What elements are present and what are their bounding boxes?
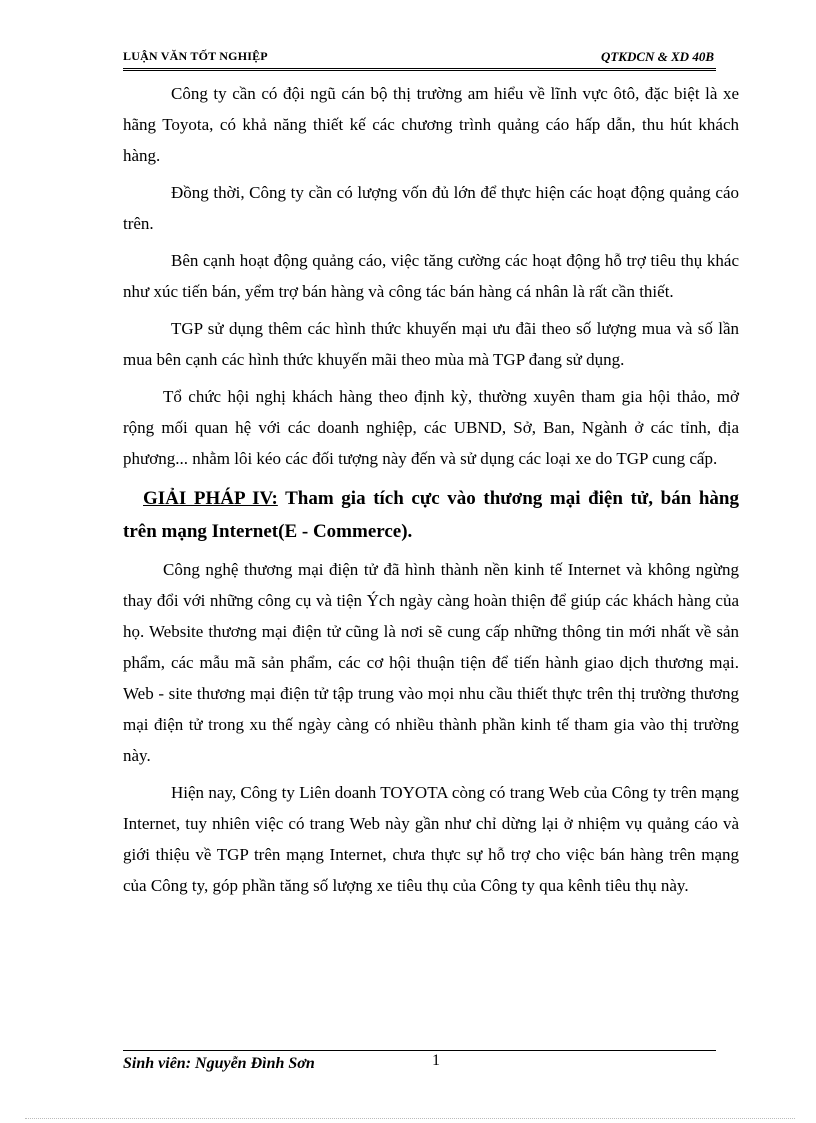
page-bottom-border bbox=[25, 1118, 795, 1119]
footer-page-number: 1 bbox=[432, 1052, 440, 1069]
page-header bbox=[123, 48, 716, 71]
document-body bbox=[123, 78, 739, 907]
paragraph-sales-support: Bên cạnh hoạt động quảng cáo, việc tăng cường các hoạt động hỗ trợ tiêu thụ khác như xúc tiến bán, yểm trợ bán hàng và công tác bán hàng cá nhân là rất cần thiết. bbox=[123, 251, 739, 301]
section-heading bbox=[123, 482, 739, 548]
footer-student-name: Sinh viên: Nguyễn Đình Sơn bbox=[123, 1055, 315, 1072]
paragraph-promotions: TGP sử dụng thêm các hình thức khuyến mại ưu đãi theo số lượng mua và số lần mua bên cạnh các hình thức khuyến mãi theo mùa mà TGP đang sử dụng. bbox=[123, 319, 739, 369]
paragraph-toyota-website: Hiện nay, Công ty Liên doanh TOYOTA còng có trang Web của Công ty trên mạng Internet, tuy nhiên việc có trang Web này gần như chỉ dừng lại ở nhiệm vụ quảng cáo và giới thiệu về TGP trên mạng Internet, chưa thực sự hỗ trợ cho việc bán hàng trên mạng của Công ty, góp phần tăng số lượng xe tiêu thụ của Công ty qua kênh tiêu thụ này. bbox=[123, 783, 739, 895]
paragraph-capital: Đồng thời, Công ty cần có lượng vốn đủ lớn để thực hiện các hoạt động quảng cáo trên. bbox=[123, 183, 739, 233]
header-title: LUẬN VĂN TỐT NGHIỆP bbox=[123, 49, 268, 63]
section-heading-label: GIẢI PHÁP IV: bbox=[143, 488, 278, 509]
paragraph-customer-conference: Tổ chức hội nghị khách hàng theo định kỳ, thường xuyên tham gia hội thảo, mở rộng mối quan hệ với các doanh nghiệp, các UBND, Sở, Ban, Ngành ở các tỉnh, địa phương... nhằm lôi kéo các đối tượng này đến và sử dụng các loại xe do TGP cung cấp. bbox=[123, 387, 739, 468]
paragraph-marketing-staff: Công ty cần có đội ngũ cán bộ thị trường am hiểu về lĩnh vực ôtô, đặc biệt là xe hãng Toyota, có khả năng thiết kế các chương trình quảng cáo hấp dẫn, thu hút khách hàng. bbox=[123, 84, 739, 165]
footer-divider bbox=[123, 1050, 716, 1051]
section-heading-text: Tham gia tích cực vào thương mại điện tử, bán hàng trên mạng Internet(E - Commerce). bbox=[123, 488, 739, 542]
paragraph-ecommerce: Công nghệ thương mại điện tử đã hình thành nền kinh tế Internet và không ngừng thay đổi với những công cụ và tiện Ých ngày càng hoàn thiện để giúp các khách hàng của họ. Website thương mại điện tử cũng là nơi sẽ cung cấp những thông tin mới nhất về sản phẩm, các mẫu mã sản phẩm, các cơ hội thuận tiện để tiến hành giao dịch thương mại. Web - site thương mại điện tử tập trung vào mọi nhu cầu thiết thực trên thị trường thương mại điện tử trong xu thế ngày càng có nhiều thành phần kinh tế tham gia vào thị trường này. bbox=[123, 560, 739, 765]
header-class-code: QTKDCN & XD 40B bbox=[600, 49, 714, 64]
